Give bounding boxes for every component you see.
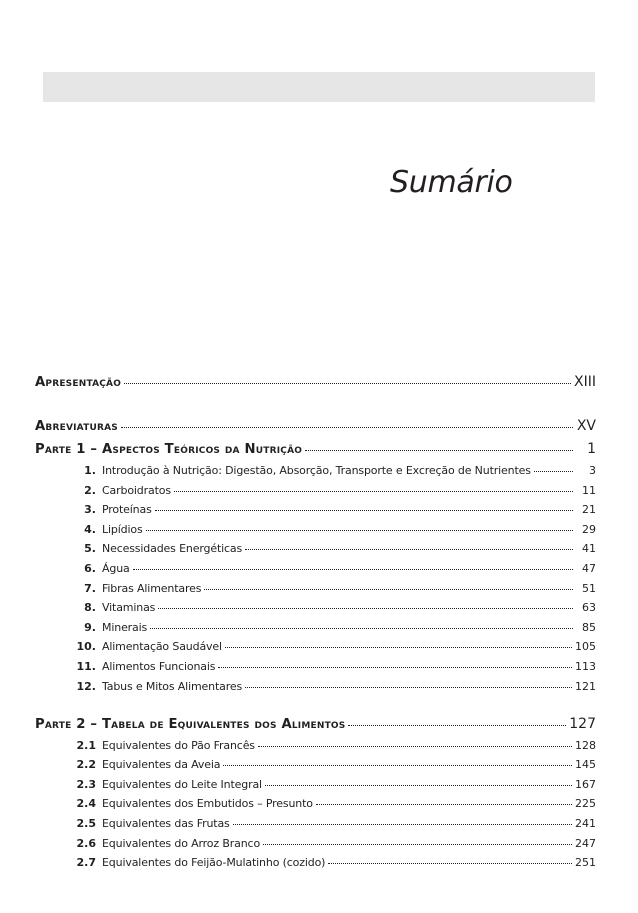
toc-item[interactable] xyxy=(60,562,596,575)
section-page: XV xyxy=(576,418,596,434)
dot-leader xyxy=(348,724,566,726)
dot-leader xyxy=(146,529,573,531)
item-page: 113 xyxy=(575,660,596,673)
item-number: 7. xyxy=(84,582,96,595)
section-page: XIII xyxy=(574,374,596,390)
section-label: Abreviaturas xyxy=(35,419,118,434)
item-label: Água xyxy=(102,562,130,575)
toc-item[interactable] xyxy=(60,582,596,595)
item-page: 29 xyxy=(582,523,596,536)
dot-leader xyxy=(265,784,572,786)
toc-item[interactable] xyxy=(60,640,596,653)
item-label: Lipídios xyxy=(102,523,143,536)
item-page: 225 xyxy=(575,797,596,810)
toc-item[interactable] xyxy=(60,797,596,810)
item-page: 167 xyxy=(575,778,596,791)
dot-leader xyxy=(225,646,572,648)
dot-leader xyxy=(158,607,573,609)
toc-section-parte-1[interactable] xyxy=(35,441,596,457)
item-number: 2.4 xyxy=(76,797,96,810)
dot-leader xyxy=(245,686,572,688)
dot-leader xyxy=(124,382,571,384)
item-page: 105 xyxy=(575,640,596,653)
page-title: Sumário xyxy=(390,165,513,200)
toc-item[interactable] xyxy=(60,856,596,869)
dot-leader xyxy=(121,426,573,428)
item-number: 9. xyxy=(84,621,96,634)
dot-leader xyxy=(316,803,572,805)
item-label: Equivalentes da Aveia xyxy=(102,758,221,771)
toc-item[interactable] xyxy=(60,739,596,752)
dot-leader xyxy=(218,666,572,668)
section-label: Apresentação xyxy=(35,375,122,390)
item-number: 2.6 xyxy=(76,837,96,850)
toc-section-parte-2[interactable] xyxy=(35,716,596,732)
dot-leader xyxy=(534,470,573,472)
item-label: Alimentos Funcionais xyxy=(102,660,216,673)
item-label: Minerais xyxy=(102,621,148,634)
item-page: 63 xyxy=(582,601,596,614)
toc-item[interactable] xyxy=(60,660,596,673)
dot-leader xyxy=(204,588,573,590)
toc-item[interactable] xyxy=(60,817,596,830)
item-label: Tabus e Mitos Alimentares xyxy=(102,680,243,693)
dot-leader xyxy=(245,548,573,550)
dot-leader xyxy=(328,862,572,864)
item-page: 85 xyxy=(582,621,596,634)
dot-leader xyxy=(305,449,573,451)
item-page: 128 xyxy=(575,739,596,752)
item-page: 11 xyxy=(582,484,596,497)
item-page: 241 xyxy=(575,817,596,830)
section-label: Parte 2 – Tabela de Equivalentes dos Alimentos xyxy=(35,717,346,732)
section-page: 127 xyxy=(569,716,596,732)
item-page: 47 xyxy=(582,562,596,575)
item-label: Equivalentes do Feijão-Mulatinho (cozido) xyxy=(102,856,326,869)
item-page: 51 xyxy=(582,582,596,595)
dot-leader xyxy=(133,568,573,570)
item-page: 21 xyxy=(582,503,596,516)
toc-item[interactable] xyxy=(60,601,596,614)
toc-item[interactable] xyxy=(60,778,596,791)
item-page: 247 xyxy=(575,837,596,850)
item-page: 3 xyxy=(589,464,596,477)
item-page: 145 xyxy=(575,758,596,771)
section-label: Parte 1 – Aspectos Teóricos da Nutrição xyxy=(35,442,303,457)
item-label: Carboidratos xyxy=(102,484,171,497)
item-number: 11. xyxy=(76,660,96,673)
dot-leader xyxy=(263,843,572,845)
section-page: 1 xyxy=(587,441,596,457)
toc-item[interactable] xyxy=(60,464,596,477)
item-label: Introdução à Nutrição: Digestão, Absorção, Transporte e Excreção de Nutrientes xyxy=(102,464,531,477)
toc-item[interactable] xyxy=(60,621,596,634)
item-page: 121 xyxy=(575,680,596,693)
item-number: 2. xyxy=(84,484,96,497)
toc-item[interactable] xyxy=(60,484,596,497)
item-number: 4. xyxy=(84,523,96,536)
item-label: Necessidades Energéticas xyxy=(102,542,243,555)
item-label: Vitaminas xyxy=(102,601,156,614)
toc-section-apresentacao[interactable] xyxy=(35,374,596,390)
item-number: 2.2 xyxy=(76,758,96,771)
dot-leader xyxy=(223,764,572,766)
dot-leader xyxy=(150,627,573,629)
toc-item[interactable] xyxy=(60,680,596,693)
item-number: 10. xyxy=(76,640,96,653)
item-number: 2.5 xyxy=(76,817,96,830)
item-page: 41 xyxy=(582,542,596,555)
item-number: 1. xyxy=(84,464,96,477)
toc-item[interactable] xyxy=(60,837,596,850)
dot-leader xyxy=(155,509,573,511)
toc-item[interactable] xyxy=(60,758,596,771)
item-label: Equivalentes do Leite Integral xyxy=(102,778,262,791)
item-label: Proteínas xyxy=(102,503,152,516)
toc-section-abreviaturas[interactable] xyxy=(35,418,596,434)
toc-item[interactable] xyxy=(60,523,596,536)
item-number: 5. xyxy=(84,542,96,555)
item-label: Equivalentes do Arroz Branco xyxy=(102,837,261,850)
dot-leader xyxy=(174,490,573,492)
item-label: Equivalentes das Frutas xyxy=(102,817,230,830)
item-number: 3. xyxy=(84,503,96,516)
item-number: 12. xyxy=(76,680,96,693)
header-bar xyxy=(43,72,595,102)
toc-item[interactable] xyxy=(60,542,596,555)
item-number: 8. xyxy=(84,601,96,614)
item-number: 2.3 xyxy=(76,778,96,791)
item-label: Equivalentes dos Embutidos – Presunto xyxy=(102,797,313,810)
item-page: 251 xyxy=(575,856,596,869)
item-number: 6. xyxy=(84,562,96,575)
dot-leader xyxy=(258,745,572,747)
item-label: Alimentação Saudável xyxy=(102,640,222,653)
dot-leader xyxy=(233,823,572,825)
item-number: 2.1 xyxy=(76,739,96,752)
item-label: Equivalentes do Pão Francês xyxy=(102,739,255,752)
item-label: Fibras Alimentares xyxy=(102,582,202,595)
item-number: 2.7 xyxy=(76,856,96,869)
toc-item[interactable] xyxy=(60,503,596,516)
